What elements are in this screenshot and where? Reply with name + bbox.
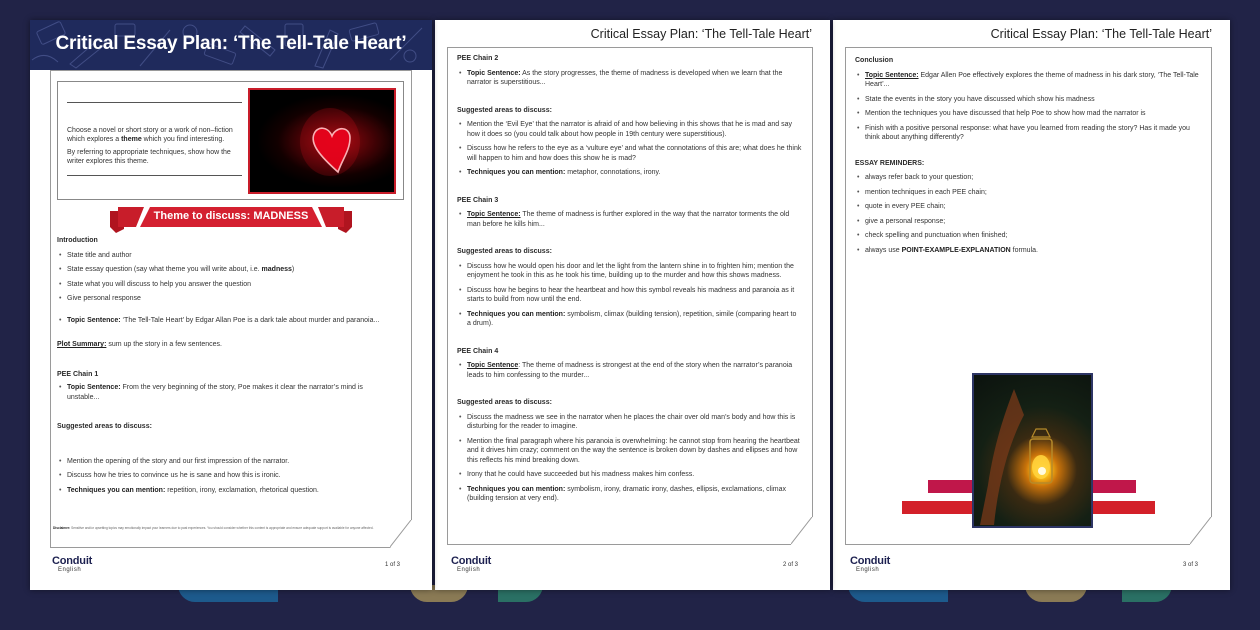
logo-subtitle: English: [856, 567, 880, 573]
list-item: • State essay question (say what theme you will write about, i.e. madness): [57, 265, 407, 275]
page-header-banner: [30, 20, 432, 70]
frame-corner-cut: [390, 520, 412, 548]
conclusion-list: [855, 71, 1203, 143]
section-heading-pee-chain-1: PEE Chain 1: [57, 370, 99, 378]
list-item: • State title and author: [57, 251, 407, 261]
section-heading-pee-chain-2: PEE Chain 2: [457, 55, 499, 62]
page-number: 2 of 3: [782, 562, 798, 568]
frame-corner-cut: [1190, 517, 1212, 545]
neon-heart-image: [248, 88, 396, 194]
suggested-areas-heading: Suggested areas to discuss:: [457, 248, 552, 255]
page-1: [30, 20, 432, 590]
list-item: • quote in every PEE chain;: [855, 202, 1203, 212]
list-item: • Mention the final paragraph where his paranoia is overwhelming: he cannot stop from hearing the heartbeat and it drives him crazy; comment on the way the sentence is broken down by dashes and ellipses and how this reflects his mind breaking down.: [457, 437, 802, 466]
page-1-body: [57, 236, 407, 500]
page-3-body: [855, 56, 1203, 260]
list-item: • State what you will discuss to help you answer the question: [57, 280, 407, 290]
suggested-areas-list: [457, 120, 802, 178]
section-heading-introduction: Introduction: [57, 237, 98, 244]
suggested-areas-heading: Suggested areas to discuss:: [57, 423, 152, 430]
page-title: Critical Essay Plan: ‘The Tell-Tale Heart’: [55, 33, 407, 54]
list-item: • Finish with a positive personal response: what have you learned from reading the story? Has it made you think about anything differently?: [855, 124, 1203, 143]
plot-summary: Plot Summary: sum up the story in a few sentences.: [57, 341, 222, 348]
section-heading-essay-reminders: ESSAY REMINDERS:: [855, 159, 925, 167]
topic-sentence: • Topic Sentence: As the story progresses, the theme of madness is developed when we learn that the narrator is superstitious...: [457, 69, 802, 88]
reminders-list: [855, 173, 1203, 255]
content-frame: [447, 47, 813, 545]
suggested-areas-list: [457, 413, 802, 504]
list-item: • Discuss how he begins to hear the heartbeat and how this symbol reveals his madness and paranoia as it starts to build from now until the end.: [457, 286, 802, 305]
suggested-areas-list: [457, 262, 802, 329]
divider-line: [67, 175, 242, 176]
page-number: 3 of 3: [1182, 562, 1198, 568]
list-item: • Discuss the madness we see in the narrator when he places the chair over old man’s body and how this is disturbing for the reader to imagine.: [457, 413, 802, 432]
page-2: [435, 20, 830, 590]
pee-chain-1-list: [57, 383, 367, 402]
list-item: • State the events in the story you have discussed which show his madness: [855, 95, 1203, 105]
suggested-areas-heading: Suggested areas to discuss:: [457, 399, 552, 406]
divider-line: [67, 102, 242, 103]
page-title: Critical Essay Plan: ‘The Tell-Tale Heart’: [990, 27, 1212, 41]
conduit-logo: [52, 555, 92, 573]
techniques-item: • Techniques you can mention: symbolism, climax (building tension), repetition, simile (comparing heart to a drum).: [457, 310, 802, 329]
logo-name: Conduit: [451, 555, 492, 567]
list-item: • Give personal response: [57, 294, 407, 304]
logo-subtitle: English: [58, 567, 82, 573]
theme-banner: [110, 207, 352, 233]
disclaimer: Disclaimer: Sensitive and/or upsetting topics may emotionally impact your learners due to past experiences. You should consider whether this content is appropriate and ensure adequate support is available for anyone affected.: [53, 526, 374, 530]
logo-subtitle: English: [457, 567, 481, 573]
list-item: • always use POINT-EXAMPLE-EXPLANATION formula.: [855, 246, 1203, 256]
conduit-logo: [850, 555, 890, 573]
essay-question-text: Choose a novel or short story or a work of non–fiction which explores a theme which you find interesting. By referring to appropriate techniques, show how the writer explores this theme.: [67, 127, 233, 165]
conduit-logo: [451, 555, 491, 573]
frame-corner-cut: [791, 517, 813, 545]
page-number: 1 of 3: [384, 562, 400, 568]
page-2-body: [457, 54, 802, 509]
theme-banner-label: Theme to discuss: MADNESS: [153, 210, 309, 222]
list-item: • Discuss how he refers to the eye as a ‘vulture eye’ and what the connotations of this are; what does he think will happen to him and how does this show he is mad?: [457, 144, 802, 163]
section-heading-pee-chain-3: PEE Chain 3: [457, 196, 499, 204]
topic-sentence: • Topic Sentence: From the very beginning of the story, Poe makes it clear the narrator’s mind is unstable...: [57, 383, 367, 402]
list-item: • Mention the ‘Evil Eye’ that the narrator is afraid of and how believing in this shows that he is mad and say how it does so (you could talk about how people in 19th century were superstitious).: [457, 120, 802, 139]
topic-sentence: • Topic Sentence: The theme of madness is strongest at the end of the story when the narrator’s paranoia leads to him confessing to the murder...: [457, 361, 802, 380]
list-item: • give a personal response;: [855, 217, 1203, 227]
essay-question-box: [57, 81, 404, 200]
suggested-areas-heading: Suggested areas to discuss:: [457, 106, 552, 114]
list-item: • check spelling and punctuation when finished;: [855, 231, 1203, 241]
list-item: • Irony that he could have succeeded but his madness makes him confess.: [457, 470, 802, 480]
page-3: [833, 20, 1230, 590]
list-item: • always refer back to your question;: [855, 173, 1203, 183]
list-item: • Mention the opening of the story and our first impression of the narrator.: [57, 457, 407, 467]
introduction-list: [57, 251, 407, 326]
suggested-areas-list: [57, 457, 407, 496]
section-heading-conclusion: Conclusion: [855, 57, 894, 64]
topic-sentence: • Topic Sentence: ‘The Tell-Tale Heart’ by Edgar Allan Poe is a dark tale about murder and paranoia...: [57, 316, 407, 326]
page-title: Critical Essay Plan: ‘The Tell-Tale Heart’: [590, 27, 812, 41]
list-item: • mention techniques in each PEE chain;: [855, 188, 1203, 198]
topic-sentence: • Topic Sentence: Edgar Allen Poe effectively explores the theme of madness in his dark story, ‘The Tell-Tale Heart’...: [855, 71, 1203, 90]
list-item: • Discuss how he tries to convince us he is sane and how this is ironic.: [57, 471, 407, 481]
techniques-item: • Techniques you can mention: metaphor, connotations, irony.: [457, 168, 802, 178]
topic-sentence: • Topic Sentence: The theme of madness is further explored in the way that the narrator torments the old man before he kills him...: [457, 210, 802, 229]
techniques-item: • Techniques you can mention: symbolism, irony, dramatic irony, dashes, ellipsis, exclamations, climax (building tension at very end).: [457, 485, 802, 504]
lantern-image: [972, 373, 1093, 528]
techniques-item: • Techniques you can mention: repetition, irony, exclamation, rhetorical question.: [57, 486, 407, 496]
list-item: • Mention the techniques you have discussed that help Poe to show how mad the narrator is: [855, 109, 1203, 119]
section-heading-pee-chain-4: PEE Chain 4: [457, 347, 499, 355]
list-item: • Discuss how he would open his door and let the light from the lantern shine in to frighten him; mention the enjoyment he took in this as he took his time, building up to the murder and how this shows madness.: [457, 262, 802, 281]
logo-name: Conduit: [52, 555, 93, 567]
logo-name: Conduit: [850, 555, 891, 567]
